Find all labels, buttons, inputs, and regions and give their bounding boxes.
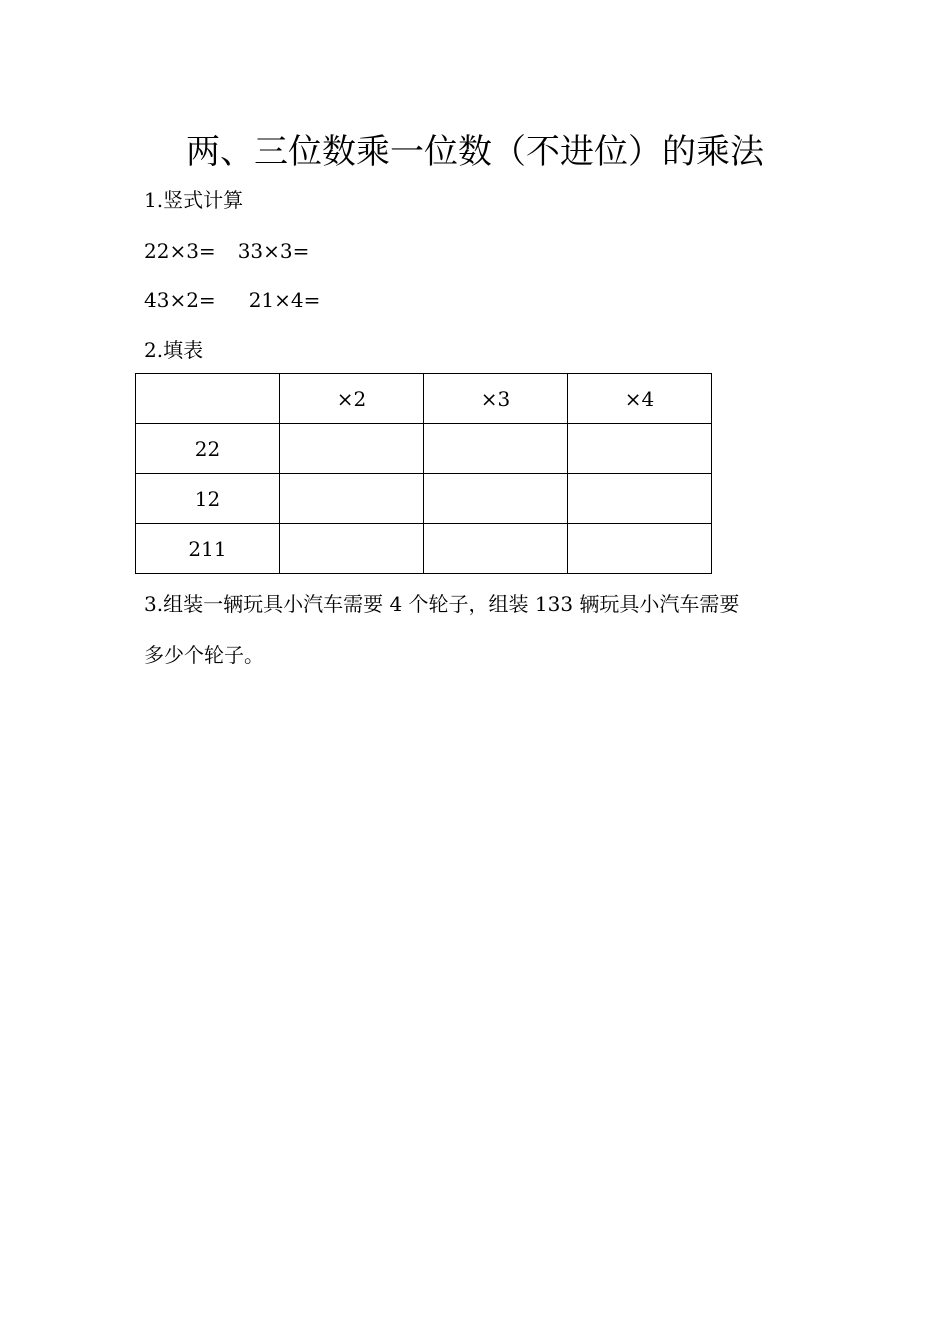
row-label-22: 22 — [136, 424, 280, 474]
table-row — [136, 424, 712, 474]
question-3-text-line-1: 3.组装一辆玩具小汽车需要 4 个轮子，组装 133 辆玩具小汽车需要 — [144, 592, 740, 616]
answer-cell[interactable] — [568, 424, 712, 474]
table-corner-cell — [136, 374, 280, 424]
fill-in-table — [135, 373, 712, 574]
question-2-heading: 2.填表 — [144, 338, 204, 362]
answer-cell[interactable] — [280, 424, 424, 474]
worksheet-title: 两、三位数乘一位数（不进位）的乘法 — [186, 132, 764, 172]
table-header-row — [136, 374, 712, 424]
problem-33x3: 33×3= — [237, 239, 310, 263]
table-row — [136, 474, 712, 524]
answer-cell[interactable] — [568, 524, 712, 574]
question-1-heading: 1.竖式计算 — [144, 188, 244, 212]
answer-cell[interactable] — [280, 524, 424, 574]
table-row — [136, 524, 712, 574]
question-3-text-line-2: 多少个轮子。 — [144, 643, 264, 667]
problem-22x3: 22×3= — [144, 239, 216, 263]
problem-43x2: 43×2= — [144, 288, 216, 312]
table-header-x2: ×2 — [280, 374, 424, 424]
answer-cell[interactable] — [424, 474, 568, 524]
question-1-row-1 — [144, 237, 309, 265]
problem-21x4: 21×4= — [248, 288, 321, 312]
answer-cell[interactable] — [424, 524, 568, 574]
table-header-x3: ×3 — [424, 374, 568, 424]
row-label-211: 211 — [136, 524, 280, 574]
answer-cell[interactable] — [280, 474, 424, 524]
table-header-x4: ×4 — [568, 374, 712, 424]
answer-cell[interactable] — [568, 474, 712, 524]
question-1-row-2 — [144, 286, 320, 314]
answer-cell[interactable] — [424, 424, 568, 474]
row-label-12: 12 — [136, 474, 280, 524]
